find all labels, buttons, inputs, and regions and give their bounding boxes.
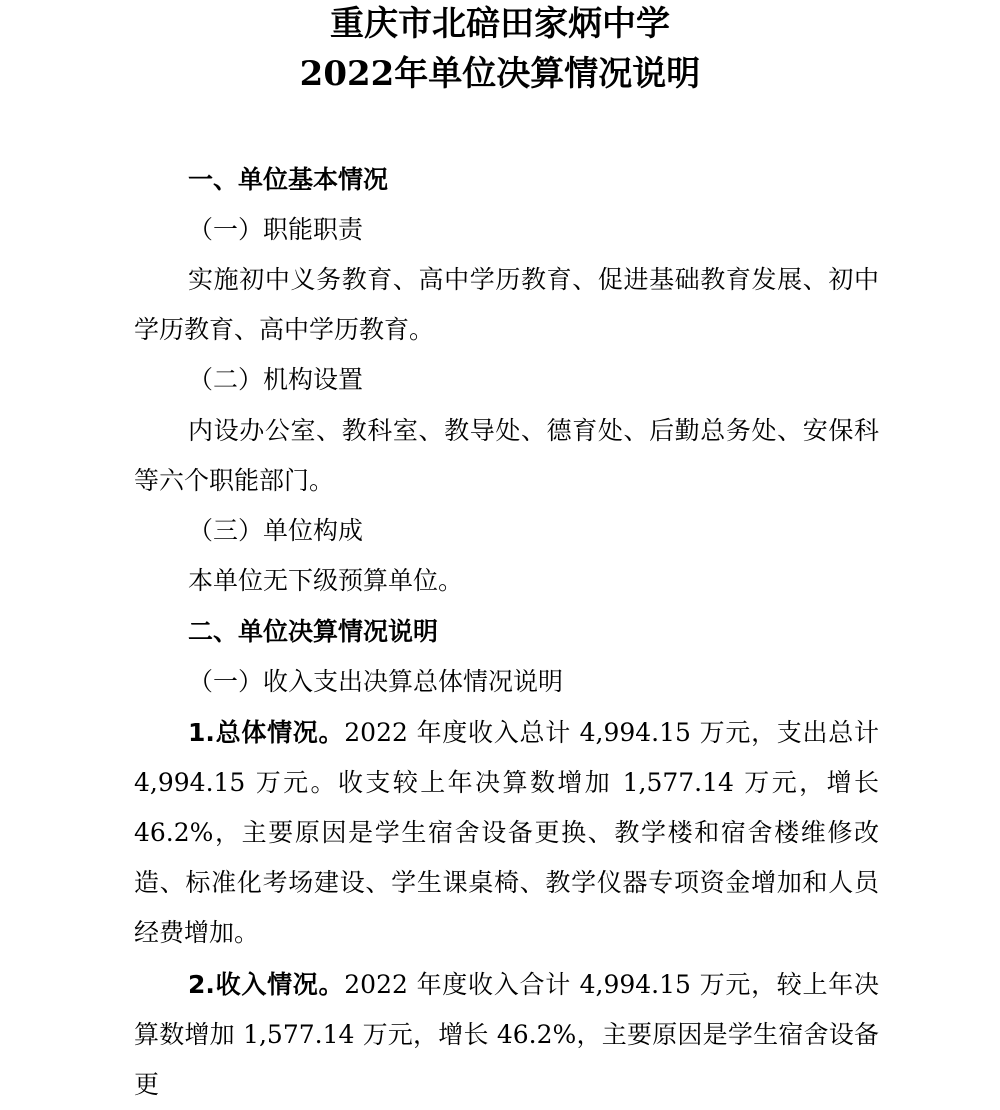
section1-heading: 一、单位基本情况 xyxy=(188,165,389,194)
section1-sub2-body: 内设办公室、教科室、教导处、德育处、后勤总务处、安保科等六个职能部门。 xyxy=(134,416,879,495)
paragraph-income xyxy=(134,960,879,1110)
section2-sub1-heading: （一）收入支出决算总体情况说明 xyxy=(188,667,564,696)
section1-sub1-heading: （一）职能职责 xyxy=(188,215,364,244)
document-title-line2: 2022年单位决算情况说明 xyxy=(299,54,701,94)
paragraph-overall-lead: 1.总体情况。 xyxy=(188,718,345,747)
section1-sub1-body: 实施初中义务教育、高中学历教育、促进基础教育发展、初中学历教育、高中学历教育。 xyxy=(134,265,879,344)
section2-heading: 二、单位决算情况说明 xyxy=(188,617,439,646)
section1-sub3-heading: （三）单位构成 xyxy=(188,516,364,545)
paragraph-overall-body: 2022 年度收入总计 4,994.15 万元，支出总计 4,994.15 万元。收支较上年决算数增加 1,577.14 万元，增长 46.2%，主要原因是学生宿舍设备更换、教学楼和宿舍楼维修改造、标准化考场建设、学生课桌椅、教学仪器专项资金增加和人员经费增加。 xyxy=(134,718,879,947)
section1-sub3-body: 本单位无下级预算单位。 xyxy=(188,566,464,595)
paragraph-overall xyxy=(134,708,879,958)
paragraph-income-body: 2022 年度收入合计 4,994.15 万元，较上年决算数增加 1,577.14 万元，增长 46.2%，主要原因是学生宿舍设备更 xyxy=(134,970,879,1099)
document-title-line1: 重庆市北碚田家炳中学 xyxy=(330,4,670,44)
section1-sub2-heading: （二）机构设置 xyxy=(188,365,364,394)
paragraph-income-lead: 2.收入情况。 xyxy=(188,970,345,999)
